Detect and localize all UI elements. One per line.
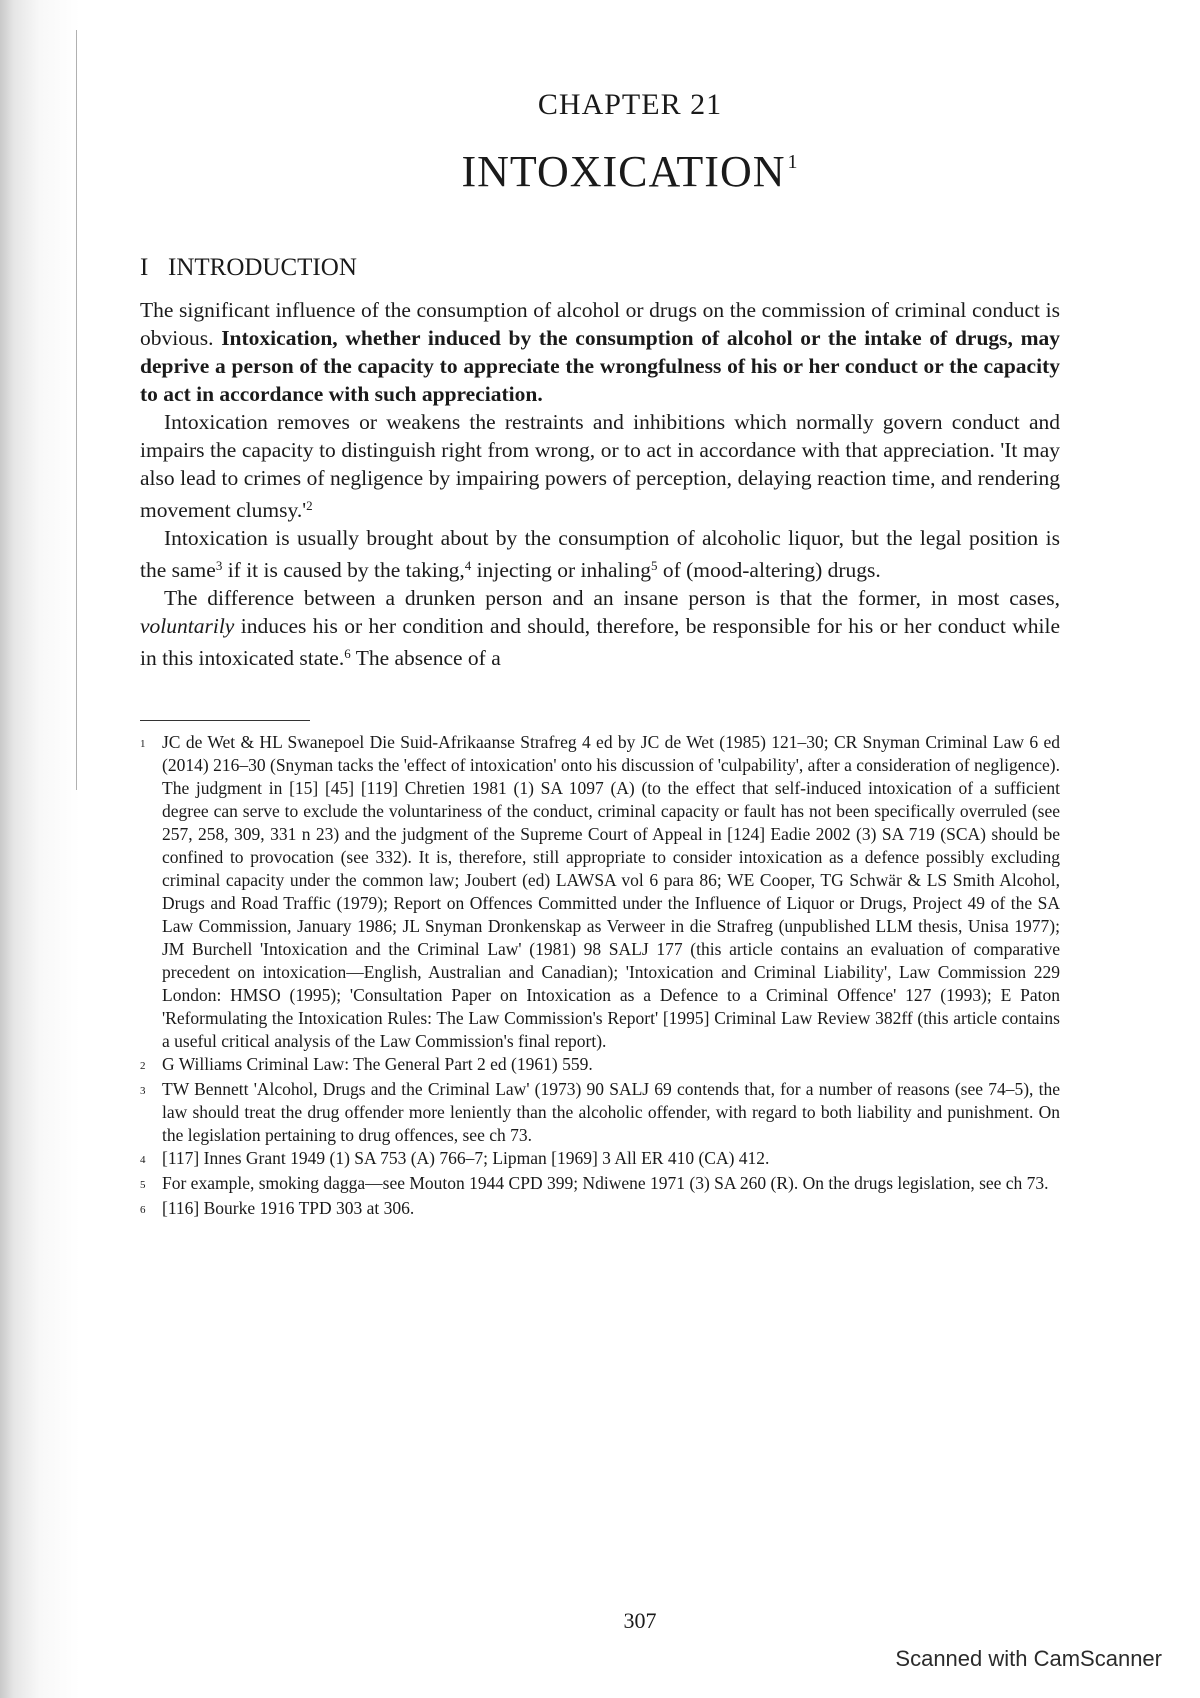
book-page: [140, 80, 1061, 1633]
scan-binding-line: [76, 30, 77, 790]
paragraph-3: [140, 524, 1060, 584]
chapter-title-text: INTOXICATION: [461, 147, 786, 196]
paragraph-2-text: Intoxication removes or weakens the restraints and inhibitions which normally govern conduct and impairs the capacity to distinguish right from wrong, or to act in accordance with that appreciation. 'It may also lead to crimes of negligence by impairing powers of perception, delaying reaction time, and rendering movement clumsy.': [140, 410, 1060, 522]
chapter-title-footnote-mark: 1: [787, 151, 799, 173]
footnote-mark: 5: [140, 1179, 146, 1191]
chapter-title: [200, 146, 1060, 210]
footnote-text: For example, smoking dagga—see Mouton 1944 CPD 399; Ndiwene 1971 (3) SA 260 (R). On the drugs legislation, see ch 73.: [162, 1173, 1049, 1193]
footnote-ref-3[interactable]: 3: [215, 558, 223, 573]
footnote-4: [140, 1147, 1060, 1172]
footnote-text: [116] Bourke 1916 TPD 303 at 306.: [162, 1198, 415, 1218]
footnote-mark: 2: [140, 1060, 146, 1072]
paragraph-1: [140, 296, 1060, 408]
footnote-mark: 1: [140, 738, 146, 750]
page-number: 307: [623, 1608, 657, 1633]
section-heading: [140, 254, 1060, 286]
footnote-3: [140, 1078, 1060, 1147]
paragraph-4-part-b: induces his or her condition and should, therefore, be responsible for his or her conduct while in this intoxicated state.: [140, 614, 1060, 670]
chapter-number: CHAPTER 21: [537, 88, 723, 121]
footnote-ref-4[interactable]: 4: [464, 558, 472, 573]
footnote-text: [117] Innes Grant 1949 (1) SA 753 (A) 766–7; Lipman [1969] 3 All ER 410 (CA) 412.: [162, 1148, 770, 1168]
footnote-6: [140, 1197, 1060, 1222]
footnote-mark: 6: [140, 1204, 146, 1216]
paragraph-3-part-d: of (mood-altering) drugs.: [657, 558, 881, 582]
footnote-ref-2[interactable]: 2: [306, 498, 313, 513]
paragraph-3-part-c: injecting or inhaling: [471, 558, 651, 582]
section-number: I: [140, 254, 149, 281]
paragraph-2: [140, 408, 1060, 524]
paragraph-1-bold: Intoxication, whether induced by the consumption of alcohol or the intake of drugs, may deprive a person of the capacity to appreciate the wrongfulness of his or her conduct or the capacity to act in accordance with such appreciation.: [140, 326, 1061, 406]
paragraph-3-part-a: Intoxication is usually brought about by the consumption of alcoholic liquor, but the legal position is the same: [140, 526, 1060, 582]
footnote-text: TW Bennett 'Alcohol, Drugs and the Criminal Law' (1973) 90 SALJ 69 contends that, for a number of reasons (see 74–5), the law should treat the drug offender more leniently than the alcoholic offender, with regard to both liability and punishment. On the legislation pertaining to drug offences, see ch 73.: [162, 1079, 1060, 1145]
footnote-5: [140, 1172, 1060, 1197]
footnotes: [140, 731, 1060, 1222]
section-heading-text: INTRODUCTION: [168, 254, 357, 281]
footnote-mark: 3: [140, 1085, 146, 1097]
footnote-2: [140, 1053, 1060, 1078]
paragraph-4-italic: voluntarily: [140, 614, 235, 638]
footnote-text: G Williams Criminal Law: The General Part 2 ed (1961) 559.: [162, 1054, 593, 1074]
paragraph-3-part-b: if it is caused by the taking,: [222, 558, 465, 582]
paragraph-4-part-a: The difference between a drunken person and an insane person is that the former, in most cases,: [164, 586, 1060, 610]
footnote-1: [140, 731, 1060, 1053]
footnote-ref-6[interactable]: 6: [344, 646, 351, 661]
footnote-mark: 4: [140, 1154, 146, 1166]
body-text: [140, 296, 1060, 672]
paragraph-4-part-c: The absence of a: [350, 646, 501, 670]
footnote-text: JC de Wet & HL Swanepoel Die Suid-Afrikaanse Strafreg 4 ed by JC de Wet (1985) 121–30; CR Snyman Criminal Law 6 ed (2014) 216–30 (Snyman tacks the 'effect of intoxication' onto his discussion of 'culpability', after a consideration of negligence). The judgment in [15] [45] [119] Chretien 1981 (1) SA 1097 (A) (to the effect that self-induced intoxication of a sufficient degree can serve to exclude the voluntariness of the conduct, criminal capacity or fault has not been specifically overruled (see 257, 258, 309, 331 n 23) and the judgment of the Supreme Court of Appeal in [124] Eadie 2002 (3) SA 719 (SCA) should be confined to provocation (see 332). It is, therefore, still appropriate to consider intoxication as a defence possibly excluding criminal capacity under the common law; Joubert (ed) LAWSA vol 6 para 86; WE Cooper, TG Schwär & LS Smith Alcohol, Drugs and Road Traffic (1979); Report on Offences Committed under the Influence of Liquor or Drugs, Project 49 of the SA Law Commission, January 1986; JL Snyman Dronkenskap as Verweer in die Strafreg (unpublished LLM thesis, Unisa 1977); JM Burchell 'Intoxication and the Criminal Law' (1981) 98 SALJ 177 (this article contains an evaluation of comparative precedent on intoxication—English, Australian and Canadian); 'Intoxication and Criminal Liability', Law Commission 229 London: HMSO (1995); 'Consultation Paper on Intoxication as a Defence to a Criminal Offence' 127 (1993); E Paton 'Reformulating the Intoxication Rules: The Law Commission's Report' [1995] Criminal Law Review 382ff (this article contains a useful critical analysis of the Law Commission's final report).: [162, 732, 1060, 1051]
paragraph-1-plain: The significant influence of the consumption of alcohol or drugs on the commission of criminal conduct is obvious.: [140, 298, 1060, 350]
paragraph-4: [140, 584, 1060, 672]
scan-binding-shadow: [0, 0, 80, 1698]
footnote-ref-5[interactable]: 5: [650, 558, 658, 573]
footnote-divider: [140, 720, 310, 721]
scanner-watermark: Scanned with CamScanner: [895, 1646, 1162, 1671]
